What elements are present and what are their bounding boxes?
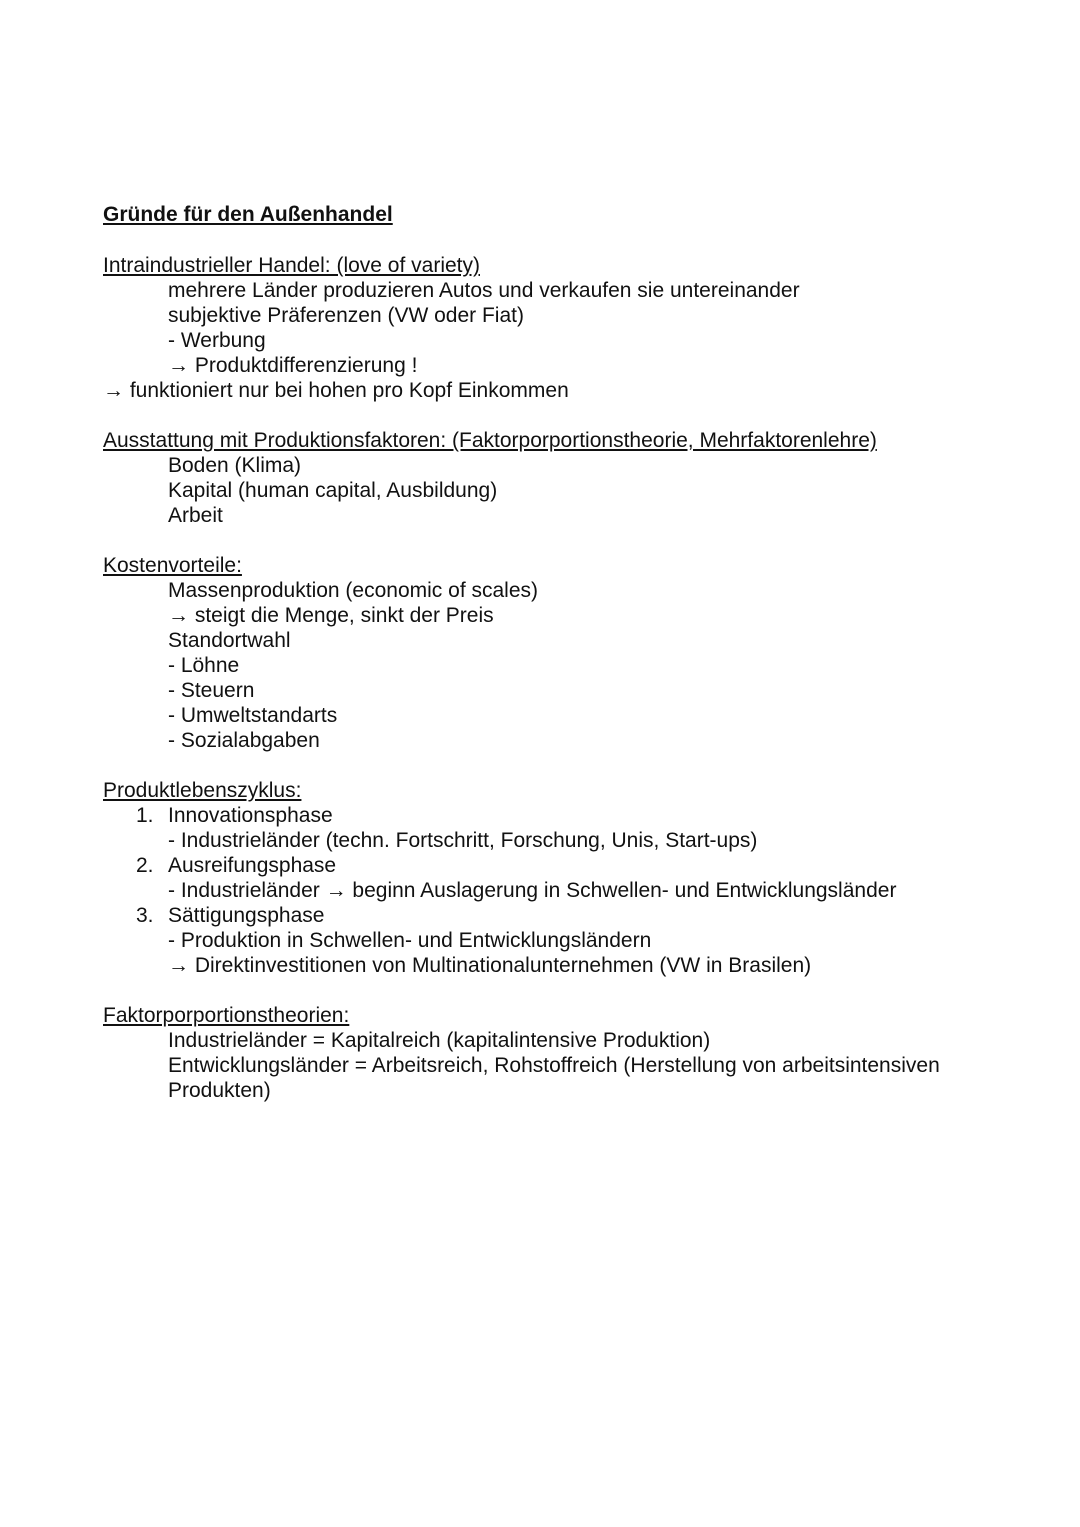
section-kostenvorteile [103, 553, 1063, 753]
text-line: - Werbung [168, 329, 266, 352]
text-line: - Umweltstandarts [168, 704, 338, 727]
section-heading: Faktorporportionstheorien: [103, 1004, 350, 1027]
text-line: Entwicklungsländer = Arbeitsreich, Rohstoffreich (Herstellung von arbeitsintensiven Produkten) [168, 1054, 940, 1102]
list-item [103, 803, 1063, 828]
section-faktorporportionstheorien [103, 1003, 1063, 1103]
text-line: - Industrieländer (techn. Fortschritt, Forschung, Unis, Start-ups) [168, 829, 758, 852]
text-line: → Direktinvestitionen von Multinationalunternehmen (VW in Brasilen) [168, 954, 812, 977]
list-item [103, 853, 1063, 878]
text-line: - Sozialabgaben [168, 729, 320, 752]
list-item-label: Sättigungsphase [168, 904, 325, 927]
text-line: → funktioniert nur bei hohen pro Kopf Einkommen [103, 379, 569, 402]
text-line: - Industrieländer → beginn Auslagerung in Schwellen- und Entwicklungsländer [168, 879, 897, 902]
section-ausstattung [103, 428, 1063, 528]
section-intraindustrieller-handel [103, 253, 1063, 403]
text-line: - Steuern [168, 679, 255, 702]
text-line: Industrieländer = Kapitalreich (kapitalintensive Produktion) [168, 1029, 711, 1052]
section-heading: Kostenvorteile: [103, 554, 242, 577]
text-line: subjektive Präferenzen (VW oder Fiat) [168, 304, 524, 327]
section-heading: Ausstattung mit Produktionsfaktoren: (Faktorporportionstheorie, Mehrfaktorenlehre) [103, 429, 877, 452]
text-line: Kapital (human capital, Ausbildung) [168, 479, 498, 502]
text-line: Massenproduktion (economic of scales) [168, 579, 539, 602]
document-title: Gründe für den Außenhandel [103, 203, 393, 226]
list-item-label: Ausreifungsphase [168, 854, 337, 877]
list-number: 3. [136, 904, 154, 927]
text-line: Standortwahl [168, 629, 291, 652]
text-line: - Löhne [168, 654, 240, 677]
list-number: 2. [136, 854, 154, 877]
section-heading: Produktlebenszyklus: [103, 779, 302, 802]
section-heading: Intraindustrieller Handel: (love of variety) [103, 254, 480, 277]
text-line: → steigt die Menge, sinkt der Preis [168, 604, 494, 627]
list-item-label: Innovationsphase [168, 804, 333, 827]
text-line: → Produktdifferenzierung ! [168, 354, 418, 377]
text-line: mehrere Länder produzieren Autos und verkaufen sie untereinander [168, 279, 800, 302]
text-line: - Produktion in Schwellen- und Entwicklungsländern [168, 929, 652, 952]
section-produktlebenszyklus [103, 778, 1063, 978]
list-number: 1. [136, 804, 154, 827]
text-line: Arbeit [168, 504, 223, 527]
list-item [103, 903, 1063, 928]
text-line: Boden (Klima) [168, 454, 302, 477]
